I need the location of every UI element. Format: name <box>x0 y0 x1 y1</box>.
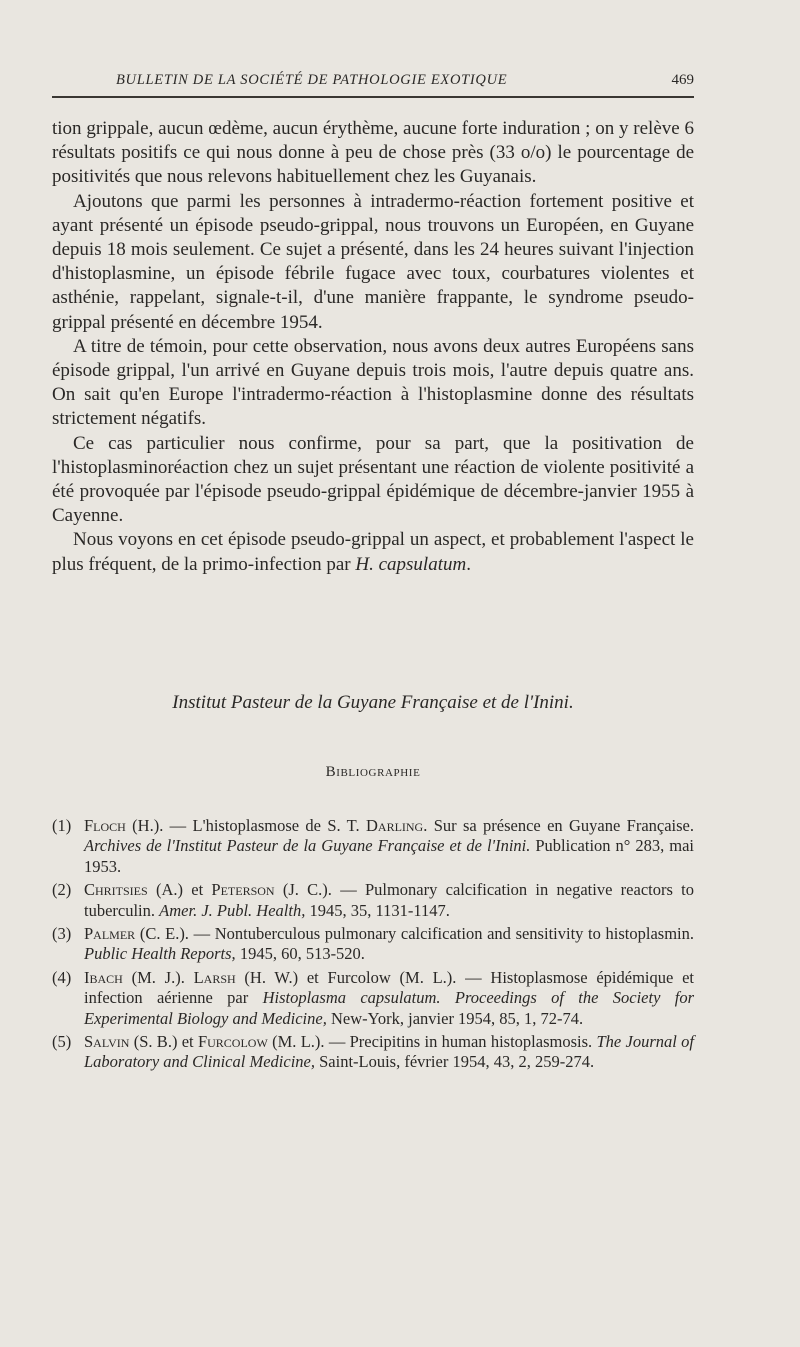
reference-text: (H.). — L'histoplasmose de S. T. <box>125 816 366 835</box>
reference-text: (H. W.) et Furcolow (M. L.). — Histoplasmose épidémique et infection aérienne par <box>84 967 694 1008</box>
paragraph-text: tion grippale, aucun œdème, aucun érythème, aucune forte induration ; on y relève 6 résultats positifs ce qui nous donne à peu de chose près (33 o/o) le pourcentage de positivités que nous relevons habituellement chez les Guyanais. <box>52 118 694 188</box>
species-name: H. capsulatum <box>355 553 467 575</box>
reference-author: Darling <box>365 816 424 835</box>
reference-journal: Public Health Reports, <box>84 944 236 964</box>
reference-list <box>52 816 694 1076</box>
reference-details: Publication n° 283, mai 1953. <box>84 836 694 876</box>
paragraph <box>52 528 694 576</box>
reference-item <box>52 924 694 965</box>
reference-text: . Sur sa présence en Guyane Française. <box>423 816 695 835</box>
reference-author: Furcolow <box>197 1032 268 1052</box>
page-number: 469 <box>671 72 694 88</box>
paragraph <box>52 432 694 529</box>
body-text <box>52 117 694 577</box>
reference-item <box>52 816 694 877</box>
reference-text: (M. J.). <box>122 967 194 987</box>
reference-author: Chritsies <box>84 880 148 900</box>
reference-number: (3) <box>52 924 72 944</box>
reference-journal: Archives de l'Institut Pasteur de la Guyane Française et de l'Inini. <box>84 836 531 856</box>
reference-item <box>52 880 694 921</box>
reference-journal: The Journal of Laboratory and Clinical Medicine, <box>84 1032 694 1072</box>
paragraph-text: A titre de témoin, pour cette observation, nous avons deux autres Européens sans épisode grippal, l'un arrivé en Guyane depuis trois mois, l'autre depuis quatre ans. On sait qu'en Europe l'intradermo-réaction à l'histoplasmine donne des résultats strictement négatifs. <box>52 335 694 430</box>
reference-author: Larsh <box>193 967 236 987</box>
reference-journal: Amer. J. Publ. Health, <box>159 900 306 920</box>
reference-details: New-York, janvier 1954, 85, 1, 72-74. <box>326 1008 584 1028</box>
reference-author: Floch <box>84 816 126 835</box>
paragraph <box>52 335 694 432</box>
paragraph-text: . <box>466 553 471 575</box>
reference-number: (1) <box>52 816 72 835</box>
header-rule <box>52 96 694 98</box>
paragraph-text: Ajoutons que parmi les personnes à intradermo-réaction fortement positive et ayant présenté un épisode pseudo-grippal, nous trouvons un Européen, en Guyane depuis 18 mois seulement. Ce sujet a présenté, dans les 24 heures suivant l'injection d'histoplasmine, un épisode fébrile fugace avec toux, courbatures violentes et asthénie, rappelant, signale-t-il, d'une manière frappante, le syndrome pseudo-grippal présenté en décembre 1954. <box>52 190 694 333</box>
reference-number: (5) <box>52 1032 72 1052</box>
running-header <box>52 70 694 100</box>
reference-details: 1945, 35, 1131-1147. <box>305 900 450 920</box>
reference-text: (S. B.) et <box>129 1032 198 1052</box>
reference-details: Saint-Louis, février 1954, 43, 2, 259-274. <box>314 1052 595 1072</box>
reference-author: Peterson <box>211 880 275 900</box>
paragraph <box>52 117 694 190</box>
reference-number: (4) <box>52 967 72 987</box>
reference-item <box>52 968 694 1029</box>
affiliation: Institut Pasteur de la Guyane Française et de l'Inini. <box>172 692 574 713</box>
reference-details: 1945, 60, 513-520. <box>235 944 365 964</box>
paragraph-text: Ce cas particulier nous confirme, pour sa part, que la positivation de l'histoplasminoréaction chez un sujet présentant une réaction de violente positivité a été provoquée par l'épisode pseudo-grippal épidémique de décembre-janvier 1955 à Cayenne. <box>52 432 694 527</box>
reference-journal: Histoplasma capsulatum. Proceedings of the Society for Experimental Biology and Medicine, <box>84 988 694 1028</box>
bibliography-title: Bibliographie <box>325 764 421 780</box>
paragraph <box>52 190 694 335</box>
reference-text: (C. E.). — Nontuberculous pulmonary calcification and sensitivity to histoplasmin. <box>135 924 694 944</box>
reference-author: Ibach <box>84 967 123 987</box>
reference-number: (2) <box>52 880 72 900</box>
reference-item <box>52 1032 694 1073</box>
reference-text: (M. L.). — Precipitins in human histoplasmosis. <box>267 1032 597 1052</box>
reference-author: Salvin <box>84 1032 130 1052</box>
running-title: BULLETIN DE LA SOCIÉTÉ DE PATHOLOGIE EXOTIQUE <box>116 72 508 88</box>
reference-text: (A.) et <box>147 880 212 900</box>
paragraph-text: Nous voyons en cet épisode pseudo-grippal un aspect, et probablement l'aspect le plus fréquent, de la primo-infection par <box>52 529 694 575</box>
reference-text: (J. C.). — Pulmonary calcification in negative reactors to tuberculin. <box>84 880 694 920</box>
reference-author: Palmer <box>84 924 136 944</box>
